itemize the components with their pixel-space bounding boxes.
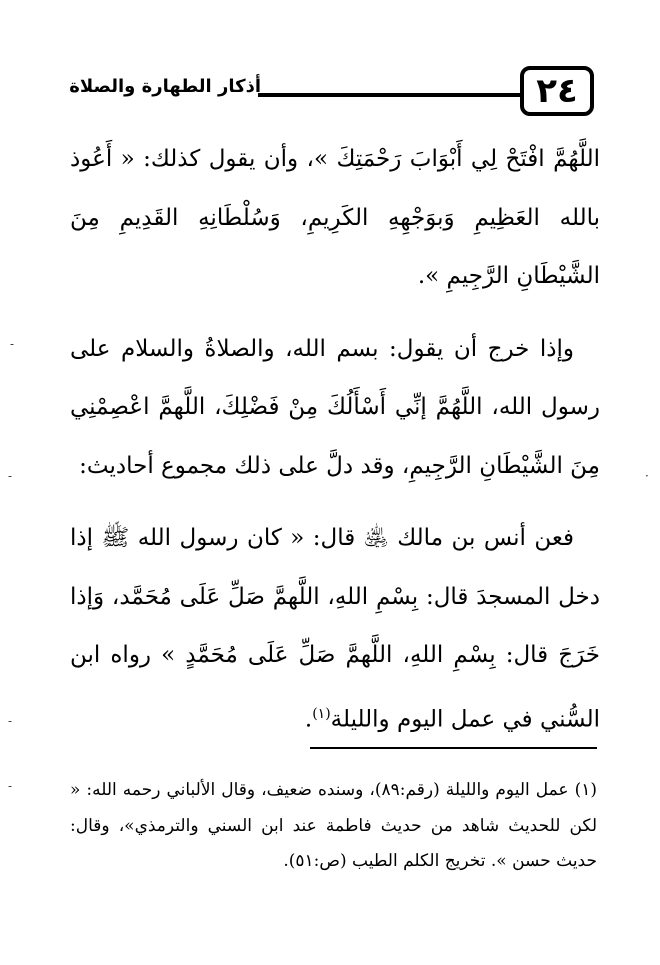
text-line: على رسول الله، اللَّهُمَّ إنِّي أَسْأَلُكَ مِنْ فَضْلِكَ، اللَّهمَّ — [70, 335, 600, 420]
text-line: ﷺ إذا دخل المسجدَ قال: بِسْمِ اللهِ، اللَّهمَّ صَلِّ عَلَى — [70, 525, 600, 610]
header-rule — [258, 93, 522, 97]
text-line: « أَعُوذ بالله العَظِيمِ وَبوَجْهِهِ الكَرِيمِ، وَسُلْطَانِهِ القَدِيمِ — [70, 146, 601, 231]
text-line: اعْصِمْنِي مِنَ الشَّيْطَانِ الرَّجِيمِ، وقد دلَّ على ذلك — [70, 394, 600, 479]
margin-speck: · — [645, 469, 649, 483]
margin-speck: - — [10, 337, 15, 351]
text-line: وإذا خرج أن يقول: بسم الله، والصلاةُ والسلام — [120, 335, 574, 362]
footnotes — [70, 773, 597, 880]
paragraph-1 — [70, 130, 600, 306]
text-line: مُحَمَّدٍ » رواه ابن السُّني في عمل اليوم والليلة — [70, 642, 600, 733]
footnote-line: (١) عمل اليوم والليلة (رقم:٨٩)، وسنده ضعيف، وقال الألباني — [166, 780, 597, 800]
sentence-end: . — [304, 706, 313, 733]
text-line: فعن أنس بن مالك ﵁ قال: « كان رسول الله — [137, 525, 574, 551]
margin-speck: - — [8, 469, 13, 483]
footnote-ref-1[interactable]: (١) — [312, 705, 331, 722]
footnote-1 — [70, 773, 597, 880]
text-line: مُحَمَّد، وَإذا خَرَجَ قال: بِسْمِ اللهِ، اللَّهمَّ صَلِّ عَلَى — [70, 583, 600, 668]
footnote-line: (ص:٥١). — [283, 851, 347, 871]
paragraph-2 — [70, 320, 600, 496]
running-title: أذكار الطهارة والصلاة — [69, 76, 261, 97]
footnote-line: رحمه الله: « لكن للحديث شاهد من حديث فاطمة عند ابن — [70, 780, 597, 836]
paragraph-3 — [70, 509, 600, 749]
margin-speck: - — [8, 779, 13, 793]
main-text — [70, 130, 600, 749]
page-number: ٢٤ — [536, 71, 578, 111]
text-line: مجموع أحاديث: — [79, 452, 228, 479]
margin-speck: - — [8, 714, 13, 728]
text-line: مِنَ الشَّيْطَانِ الرَّجِيمِ ». — [70, 204, 600, 289]
footnote-rule — [310, 747, 597, 749]
page-number-box — [520, 66, 594, 116]
footnote-line: السني والترمذي»، وقال: حديث حسن ». تخريج الكلم الطيب — [70, 815, 597, 871]
text-line: اللَّهُمَّ افْتَحْ لِي أَبْوَابَ رَحْمَتِكَ »، وأن يقول كذلك: — [143, 146, 600, 172]
